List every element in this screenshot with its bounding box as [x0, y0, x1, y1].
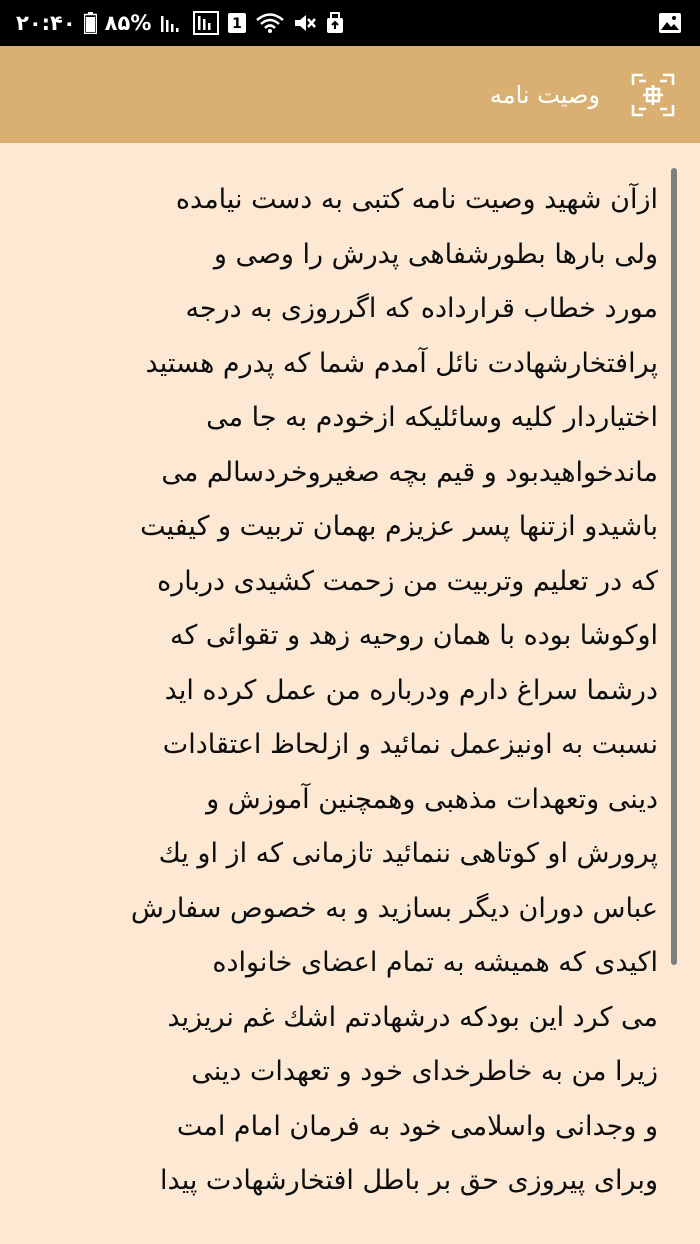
page-title: وصیت نامه — [489, 80, 600, 109]
app-bar — [0, 46, 700, 143]
scrollbar[interactable] — [671, 168, 677, 965]
status-bar — [0, 0, 700, 46]
will-content[interactable] — [0, 143, 700, 1244]
scan-button[interactable] — [628, 70, 678, 120]
sim-icon — [227, 12, 247, 34]
wifi-icon — [255, 12, 285, 34]
battery-icon — [84, 12, 97, 34]
scan-icon — [629, 71, 677, 119]
status-time: ۲۰:۴۰ — [16, 11, 76, 35]
signal-icon — [193, 11, 219, 35]
status-right — [658, 0, 682, 46]
recycle-icon — [325, 12, 345, 34]
status-icons — [16, 0, 345, 46]
signal-icon — [159, 12, 185, 34]
sim-label: 1 — [232, 16, 243, 32]
will-text: ازآن شهید وصیت نامه کتبی به دست نیامده ولی بارها بطورشفاهی پدرش را وصی و مورد خطاب قرارداده که اگرروزی به درجه پرافتخارشهادت نائل آمدم شما که پدرم هستید اختیاردار کلیه وسائلیکه ازخودم به جا می ماندخواهیدبود و قیم بچه صغیروخردسالم می باشیدو ازتنها پسر عزیزم بهمان تربیت و کیفیت که در تعلیم وتربیت من زحمت کشیدی درباره اوکوشا بوده با همان روحیه زهد و تقوائی که درشما سراغ دارم ودرباره من عمل کرده اید نسبت به اونیزعمل نمائید و ازلحاظ اعتقادات دینی وتعهدات مذهبی وهمچنین آموزش و پرورش او کوتاهی ننمائید تازمانی که از او یك عباس دوران دیگر بسازید و به خصوص سفارش اکیدی که همیشه به تمام اعضای خانواده می کرد این بودکه درشهادتم اشك غم نریزید زیرا من به خاطرخدای خود و تعهدات دینی و وجدانی واسلامی خود به فرمان امام امت وبرای پیروزی حق بر باطل افتخارشهادت پیدا — [130, 184, 658, 1196]
mute-icon — [293, 12, 317, 34]
gallery-icon — [658, 12, 682, 34]
battery-percent: ٨۵% — [104, 11, 152, 35]
